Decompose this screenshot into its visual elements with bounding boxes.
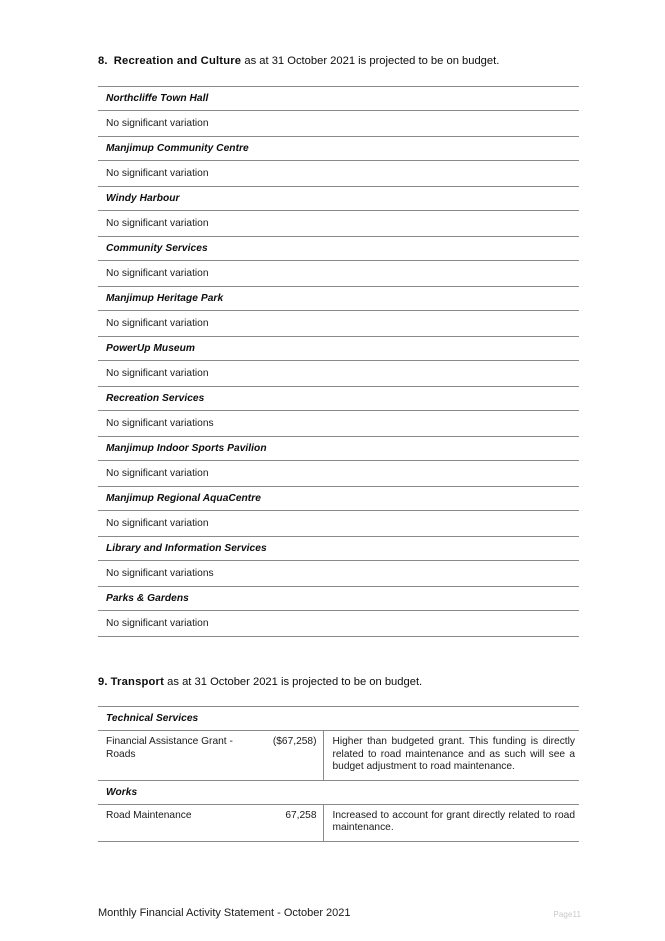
note-cell: No significant variation bbox=[98, 461, 579, 487]
section-8-heading bbox=[98, 54, 579, 69]
spacer bbox=[98, 69, 579, 86]
category-cell: Community Services bbox=[98, 237, 579, 261]
section-9-rest: as at 31 October 2021 is projected to be on budget. bbox=[164, 676, 423, 688]
table-row bbox=[98, 161, 579, 187]
table-row bbox=[98, 211, 579, 237]
category-cell: PowerUp Museum bbox=[98, 337, 579, 361]
section-9-title: Transport bbox=[110, 676, 165, 688]
category-cell: Manjimup Heritage Park bbox=[98, 287, 579, 311]
table-row bbox=[98, 237, 579, 261]
note-cell: No significant variation bbox=[98, 261, 579, 287]
note-cell: No significant variation bbox=[98, 361, 579, 387]
table-row bbox=[98, 261, 579, 287]
category-cell: Recreation Services bbox=[98, 387, 579, 411]
transport-table bbox=[98, 706, 579, 842]
category-cell: Manjimup Regional AquaCentre bbox=[98, 487, 579, 511]
note-cell: No significant variation bbox=[98, 111, 579, 137]
section-9-heading bbox=[98, 675, 579, 690]
category-cell: Manjimup Indoor Sports Pavilion bbox=[98, 437, 579, 461]
section-8-rest: as at 31 October 2021 is projected to be on budget. bbox=[241, 55, 500, 67]
page-footer bbox=[98, 906, 579, 926]
table-row bbox=[98, 187, 579, 211]
note-cell: No significant variation bbox=[98, 511, 579, 537]
section-8-title: Recreation and Culture bbox=[113, 55, 242, 67]
section-8-number: 8. bbox=[98, 55, 108, 67]
spacer bbox=[98, 690, 579, 706]
table-row bbox=[98, 780, 579, 804]
item-cell: Road Maintenance bbox=[98, 804, 267, 841]
table-row bbox=[98, 137, 579, 161]
amount-cell: ($67,258) bbox=[267, 731, 323, 781]
recreation-and-culture-table-body bbox=[98, 87, 579, 637]
page-content bbox=[98, 54, 579, 842]
recreation-and-culture-table bbox=[98, 86, 579, 637]
category-cell: Parks & Gardens bbox=[98, 587, 579, 611]
footer-title: Monthly Financial Activity Statement - October 2021 bbox=[98, 907, 351, 919]
note-cell: No significant variations bbox=[98, 411, 579, 437]
table-row bbox=[98, 387, 579, 411]
table-row bbox=[98, 587, 579, 611]
description-cell: Higher than budgeted grant. This funding is directly related to road maintenance and as such will see a budget adjustment to road maintenance. bbox=[323, 731, 579, 781]
transport-table-body bbox=[98, 707, 579, 842]
note-cell: No significant variation bbox=[98, 311, 579, 337]
table-row bbox=[98, 511, 579, 537]
page-number: Page11 bbox=[553, 910, 581, 919]
table-row bbox=[98, 411, 579, 437]
table-row bbox=[98, 361, 579, 387]
amount-cell: 67,258 bbox=[267, 804, 323, 841]
table-row bbox=[98, 487, 579, 511]
table-row bbox=[98, 804, 579, 841]
description-cell: Increased to account for grant directly related to road maintenance. bbox=[323, 804, 579, 841]
note-cell: No significant variation bbox=[98, 211, 579, 237]
table-row bbox=[98, 87, 579, 111]
category-cell: Manjimup Community Centre bbox=[98, 137, 579, 161]
table-row bbox=[98, 731, 579, 781]
category-cell: Windy Harbour bbox=[98, 187, 579, 211]
table-row bbox=[98, 707, 579, 731]
note-cell: No significant variations bbox=[98, 561, 579, 587]
table-row bbox=[98, 461, 579, 487]
spacer bbox=[98, 637, 579, 675]
table-row bbox=[98, 337, 579, 361]
item-cell: Financial Assistance Grant - Roads bbox=[98, 731, 267, 781]
category-cell: Works bbox=[98, 780, 579, 804]
table-row bbox=[98, 561, 579, 587]
category-cell: Library and Information Services bbox=[98, 537, 579, 561]
table-row bbox=[98, 537, 579, 561]
note-cell: No significant variation bbox=[98, 161, 579, 187]
table-row bbox=[98, 437, 579, 461]
category-cell: Northcliffe Town Hall bbox=[98, 87, 579, 111]
table-row bbox=[98, 311, 579, 337]
section-9-number: 9. bbox=[98, 676, 108, 688]
category-cell: Technical Services bbox=[98, 707, 579, 731]
table-row bbox=[98, 287, 579, 311]
table-row bbox=[98, 111, 579, 137]
table-row bbox=[98, 611, 579, 637]
note-cell: No significant variation bbox=[98, 611, 579, 637]
